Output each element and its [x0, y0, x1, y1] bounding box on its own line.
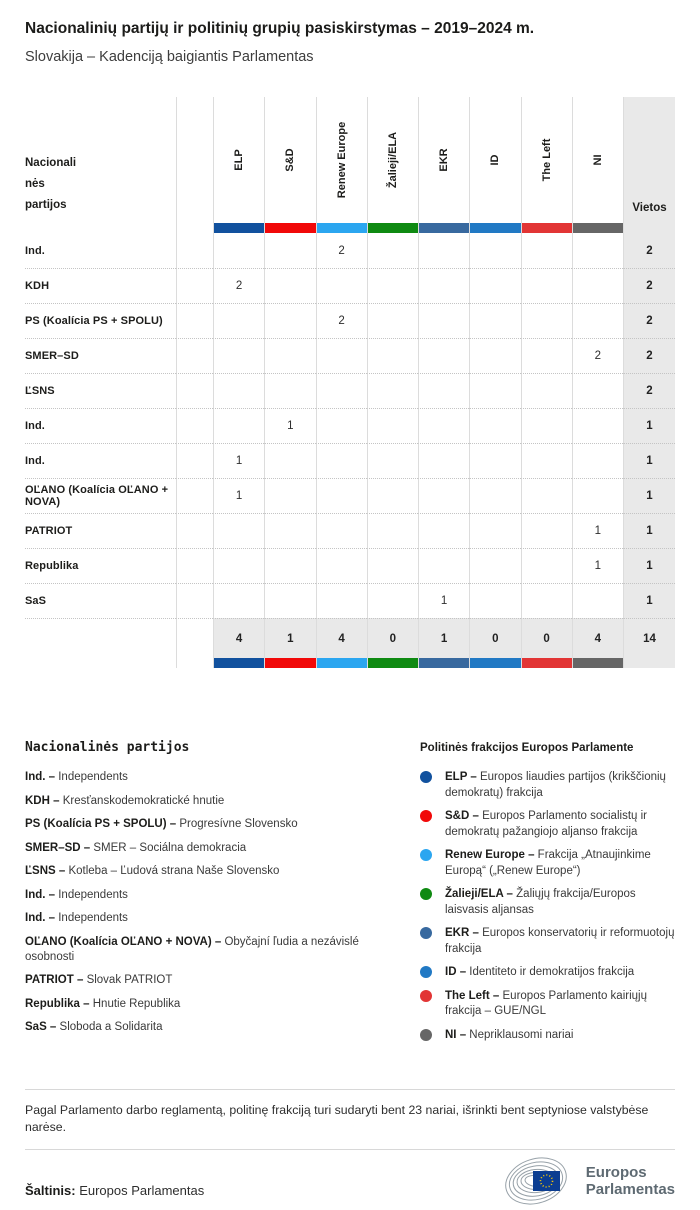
seat-cell — [213, 233, 264, 268]
legend-party-item — [25, 935, 397, 965]
party-label: SaS — [25, 583, 176, 618]
legend-group-text — [445, 989, 675, 1020]
group-column-label: ELP — [233, 149, 246, 171]
party-group-distribution-table — [25, 97, 675, 668]
seat-cell — [418, 408, 469, 443]
legend-political-groups-items — [420, 770, 675, 1043]
seat-cell: 1 — [264, 408, 315, 443]
seat-cell — [418, 478, 469, 513]
legend-party-name: SMER – Sociálna demokracia — [93, 841, 247, 854]
seats-cell: 1 — [623, 478, 675, 513]
legend-group-name: Žaliųjų frakcija/Europos laisvasis aljansas — [445, 888, 636, 916]
seat-cell — [213, 338, 264, 373]
eu-flag-icon — [533, 1171, 560, 1191]
group-column-header — [213, 97, 264, 223]
seat-cell — [469, 303, 520, 338]
seat-cell — [213, 373, 264, 408]
page-title: Nacionalinių partijų ir politinių grupių pasiskirstymas – 2019–2024 m. — [25, 20, 535, 37]
group-column-header — [367, 97, 418, 223]
ep-logo-text-line1: Europos — [585, 1164, 647, 1181]
group-color-dot — [420, 990, 432, 1002]
seat-cell — [367, 513, 418, 548]
seat-cell — [264, 478, 315, 513]
seat-cell: 1 — [213, 443, 264, 478]
seat-cell — [418, 513, 469, 548]
group-column-header — [521, 97, 572, 223]
seats-cell: 1 — [623, 408, 675, 443]
ep-logo-text-line2: Parlamentas — [585, 1181, 675, 1198]
group-color-dot — [420, 927, 432, 939]
seats-column-label: Vietos — [632, 202, 667, 214]
seat-cell — [367, 303, 418, 338]
seat-cell — [521, 583, 572, 618]
legend-group-item — [420, 926, 675, 957]
seat-cell — [572, 443, 623, 478]
seat-cell — [213, 583, 264, 618]
group-total: 0 — [367, 618, 418, 658]
legend-group-text — [445, 965, 634, 981]
legend-party-item — [25, 1020, 397, 1035]
legend-party-item — [25, 864, 397, 879]
party-label: PS (Koalícia PS + SPOLU) — [25, 303, 176, 338]
legend-group-abbr: EKR – — [445, 927, 483, 939]
group-color-bar-top — [572, 223, 623, 233]
group-color-dot — [420, 849, 432, 861]
cell-spacer — [176, 233, 213, 268]
legend-party-abbr: SMER–SD – — [25, 841, 94, 854]
seat-cell: 2 — [316, 303, 367, 338]
seat-cell — [521, 268, 572, 303]
legend-national-parties — [25, 740, 397, 1051]
seat-cell — [521, 338, 572, 373]
group-column-header — [572, 97, 623, 223]
seat-cell — [316, 548, 367, 583]
group-color-bar-top — [418, 223, 469, 233]
seat-cell — [418, 373, 469, 408]
cell-spacer — [176, 303, 213, 338]
seat-cell — [264, 338, 315, 373]
seat-cell — [316, 268, 367, 303]
legend-party-item — [25, 794, 397, 809]
group-column-label: Žalieji/ELA — [386, 131, 399, 189]
seats-cell: 2 — [623, 338, 675, 373]
group-column-label: NI — [591, 154, 604, 166]
seat-cell — [367, 233, 418, 268]
legend-party-abbr: KDH – — [25, 794, 63, 807]
seat-cell — [418, 548, 469, 583]
legend-group-text — [445, 926, 675, 957]
group-color-dot — [420, 771, 432, 783]
group-color-bar-bottom — [469, 658, 520, 668]
group-color-dot — [420, 888, 432, 900]
bar-row-spacer — [176, 223, 213, 233]
seats-total: 14 — [623, 618, 675, 658]
cell-spacer — [176, 513, 213, 548]
legend-group-name: Frakcija „Atnaujinkime Europą“ („Renew Europe“) — [445, 849, 651, 877]
group-total: 4 — [316, 618, 367, 658]
group-column-header — [264, 97, 315, 223]
seat-cell: 1 — [418, 583, 469, 618]
party-label: SMER–SD — [25, 338, 176, 373]
group-total: 1 — [418, 618, 469, 658]
seats-cell: 1 — [623, 583, 675, 618]
seats-cell: 2 — [623, 303, 675, 338]
source-value: Europos Parlamentas — [79, 1183, 205, 1198]
seat-cell — [469, 548, 520, 583]
group-color-dot — [420, 810, 432, 822]
legend-party-name: Independents — [58, 771, 128, 783]
legend-group-item — [420, 1028, 675, 1044]
group-column-label: EKR — [438, 148, 451, 172]
legend-group-abbr: NI – — [445, 1028, 470, 1041]
group-color-bar-top — [367, 223, 418, 233]
seat-cell — [213, 408, 264, 443]
seat-cell — [572, 303, 623, 338]
cell-spacer — [176, 583, 213, 618]
party-label: PATRIOT — [25, 513, 176, 548]
legend-group-abbr: ELP – — [445, 771, 480, 783]
legends — [25, 740, 675, 1051]
legend-party-name: Progresívne Slovensko — [179, 818, 298, 830]
legend-group-name: Identiteto ir demokratijos frakcija — [469, 966, 635, 978]
seats-cell: 1 — [623, 443, 675, 478]
seat-cell — [521, 478, 572, 513]
party-label: Republika — [25, 548, 176, 583]
source-divider — [25, 1149, 675, 1150]
legend-party-name: Obyčajní ľudia a nezávislé osobnosti — [25, 935, 359, 963]
seat-cell — [264, 373, 315, 408]
group-color-bar-bottom — [418, 658, 469, 668]
legend-party-name: Kotleba – Ľudová strana Naše Slovensko — [68, 865, 280, 877]
group-total: 4 — [572, 618, 623, 658]
cell-spacer — [176, 268, 213, 303]
group-color-bar-top — [521, 223, 572, 233]
seat-cell — [264, 443, 315, 478]
group-color-bar-bottom — [316, 658, 367, 668]
group-color-dot — [420, 1029, 432, 1041]
row-header-label — [25, 97, 176, 223]
legend-group-name: Europos Parlamento kairiųjų frakcija – GUE/NGL — [445, 989, 647, 1017]
seat-cell — [264, 513, 315, 548]
seat-cell — [316, 338, 367, 373]
group-color-bar-top — [213, 223, 264, 233]
group-color-bar-bottom — [213, 658, 264, 668]
legend-party-abbr: PS (Koalícia PS + SPOLU) – — [25, 818, 180, 830]
legend-group-text — [445, 887, 675, 918]
seat-cell: 2 — [572, 338, 623, 373]
group-column-header — [316, 97, 367, 223]
seat-cell — [213, 513, 264, 548]
seat-cell — [572, 583, 623, 618]
legend-group-abbr: Žalieji/ELA – — [445, 888, 517, 900]
european-parliament-logo — [502, 1154, 675, 1208]
seat-cell — [572, 373, 623, 408]
note-text: Pagal Parlamento darbo reglamentą, politinę frakciją turi sudaryti bent 23 nariai, išrinkti bent septyniose valstybėse narėse. — [25, 1103, 649, 1134]
legend-party-name: Sloboda a Solidarita — [59, 1021, 163, 1033]
seat-cell — [264, 583, 315, 618]
cell-spacer — [176, 373, 213, 408]
cell-spacer — [176, 478, 213, 513]
hemicycle-logo-icon — [502, 1154, 578, 1208]
seat-cell — [316, 478, 367, 513]
footer — [25, 1154, 675, 1208]
seat-cell — [367, 583, 418, 618]
row-header-line: nės — [25, 178, 45, 190]
seat-cell — [572, 268, 623, 303]
group-color-bar-bottom — [521, 658, 572, 668]
seats-cell: 2 — [623, 268, 675, 303]
page-subtitle: Slovakija – Kadenciją baigiantis Parlamentas — [25, 49, 314, 65]
note-divider — [25, 1089, 675, 1090]
seat-cell — [521, 408, 572, 443]
seat-cell: 1 — [572, 548, 623, 583]
legend-group-item — [420, 770, 675, 801]
group-total: 0 — [521, 618, 572, 658]
legend-party-item — [25, 817, 397, 832]
legend-party-item — [25, 911, 397, 926]
legend-group-abbr: Renew Europe – — [445, 849, 538, 861]
seat-cell — [418, 268, 469, 303]
group-color-bar-bottom — [367, 658, 418, 668]
seat-cell — [367, 338, 418, 373]
totals-spacer — [176, 618, 213, 658]
seat-cell — [367, 373, 418, 408]
group-column-header — [418, 97, 469, 223]
group-color-bar-bottom — [572, 658, 623, 668]
seat-cell — [264, 548, 315, 583]
seat-cell — [469, 373, 520, 408]
legend-party-item — [25, 973, 397, 988]
legend-group-item — [420, 965, 675, 981]
legend-party-abbr: Ind. – — [25, 771, 59, 783]
bar-row-seats-cell — [623, 658, 675, 668]
seat-cell — [521, 233, 572, 268]
legend-group-text — [445, 1028, 573, 1044]
seat-cell — [521, 513, 572, 548]
seat-cell — [316, 408, 367, 443]
legend-group-item — [420, 887, 675, 918]
legend-party-item — [25, 770, 397, 785]
seats-cell: 1 — [623, 513, 675, 548]
legend-national-parties-items — [25, 770, 397, 1035]
group-total: 4 — [213, 618, 264, 658]
seat-cell — [469, 583, 520, 618]
source-line — [25, 1183, 204, 1198]
party-label: ĽSNS — [25, 373, 176, 408]
legend-group-item — [420, 848, 675, 879]
legend-party-item — [25, 997, 397, 1012]
seat-cell — [418, 303, 469, 338]
seat-cell — [316, 443, 367, 478]
party-label: Ind. — [25, 408, 176, 443]
group-color-bar-top — [316, 223, 367, 233]
seat-cell — [469, 268, 520, 303]
seat-cell — [264, 233, 315, 268]
legend-group-text — [445, 770, 675, 801]
seat-cell: 2 — [316, 233, 367, 268]
seat-cell — [521, 443, 572, 478]
legend-party-name: Slovak PATRIOT — [86, 974, 173, 986]
legend-group-item — [420, 989, 675, 1020]
legend-party-name: Hnutie Republika — [92, 997, 181, 1010]
legend-group-item — [420, 809, 675, 840]
legend-group-abbr: ID – — [445, 966, 470, 978]
seat-cell — [521, 548, 572, 583]
seat-cell — [469, 478, 520, 513]
seat-cell — [316, 373, 367, 408]
seat-cell — [572, 478, 623, 513]
seat-cell — [367, 408, 418, 443]
legend-political-groups-heading: Politinės frakcijos Europos Parlamente — [420, 742, 634, 754]
group-column-label: ID — [489, 154, 502, 166]
seat-cell — [367, 478, 418, 513]
bar-row-seats-cell — [623, 223, 675, 233]
seat-cell — [316, 583, 367, 618]
legend-group-name: Europos Parlamento socialistų ir demokratų pažangiojo aljanso frakcija — [445, 810, 647, 838]
legend-party-name: Kresťanskodemokratické hnutie — [62, 794, 225, 807]
group-color-bar-top — [264, 223, 315, 233]
cell-spacer — [176, 548, 213, 583]
seat-cell: 1 — [213, 478, 264, 513]
totals-label-spacer — [25, 618, 176, 658]
legend-party-abbr: Ind. – — [25, 888, 59, 901]
seat-cell — [469, 443, 520, 478]
legend-group-text — [445, 848, 675, 879]
legend-national-parties-heading: Nacionalinės partijos — [25, 740, 190, 755]
cell-spacer — [176, 443, 213, 478]
seat-cell — [367, 443, 418, 478]
seat-cell — [367, 548, 418, 583]
seat-cell — [469, 408, 520, 443]
legend-party-name: Independents — [58, 888, 128, 901]
legend-group-name: Europos liaudies partijos (krikščionių demokratų) frakcija — [445, 771, 666, 799]
legend-political-groups — [420, 740, 675, 1051]
group-color-bar-bottom — [264, 658, 315, 668]
seat-cell — [418, 443, 469, 478]
seat-cell — [264, 268, 315, 303]
row-header-line: partijos — [25, 199, 67, 211]
legend-party-item — [25, 888, 397, 903]
seat-cell — [264, 303, 315, 338]
source-label: Šaltinis: — [25, 1183, 76, 1198]
seat-cell — [213, 548, 264, 583]
group-column-label: S&D — [284, 148, 297, 172]
seat-cell — [572, 408, 623, 443]
bar-row-spacer — [176, 658, 213, 668]
seat-cell — [418, 338, 469, 373]
cell-spacer — [176, 338, 213, 373]
group-total: 0 — [469, 618, 520, 658]
header-spacer — [176, 97, 213, 223]
legend-party-abbr: PATRIOT – — [25, 974, 87, 986]
party-label: Ind. — [25, 443, 176, 478]
party-label: KDH — [25, 268, 176, 303]
party-label: OĽANO (Koalícia OĽANO + NOVA) — [25, 478, 176, 513]
seat-cell — [469, 338, 520, 373]
seats-cell: 1 — [623, 548, 675, 583]
legend-party-item — [25, 841, 397, 856]
row-header-line: Nacionali — [25, 157, 77, 169]
seats-column-header — [623, 97, 675, 223]
group-total: 1 — [264, 618, 315, 658]
legend-group-abbr: The Left – — [445, 989, 503, 1002]
group-column-label: The Left — [540, 138, 553, 182]
legend-party-abbr: ĽSNS – — [25, 865, 69, 877]
seat-cell — [367, 268, 418, 303]
legend-group-text — [445, 809, 675, 840]
seat-cell — [572, 233, 623, 268]
seat-cell — [521, 303, 572, 338]
seat-cell — [469, 233, 520, 268]
group-color-dot — [420, 966, 432, 978]
legend-group-name: Nepriklausomi nariai — [469, 1028, 574, 1041]
seat-cell — [418, 233, 469, 268]
group-color-bar-top — [469, 223, 520, 233]
bar-row-label-spacer — [25, 658, 176, 668]
group-column-header — [469, 97, 520, 223]
legend-group-name: Europos konservatorių ir reformuotojų frakcija — [445, 927, 675, 955]
seats-cell: 2 — [623, 373, 675, 408]
seat-cell — [213, 303, 264, 338]
bar-row-label-spacer — [25, 223, 176, 233]
seat-cell — [469, 513, 520, 548]
party-label: Ind. — [25, 244, 45, 257]
legend-group-abbr: S&D – — [445, 810, 483, 822]
legend-party-name: Independents — [58, 912, 128, 924]
legend-party-abbr: Republika – — [25, 997, 93, 1010]
legend-party-abbr: SaS – — [25, 1021, 60, 1033]
seat-cell: 2 — [213, 268, 264, 303]
seat-cell: 1 — [572, 513, 623, 548]
legend-party-abbr: OĽANO (Koalícia OĽANO + NOVA) – — [25, 935, 225, 948]
seat-cell — [521, 373, 572, 408]
cell-spacer — [176, 408, 213, 443]
seat-cell — [316, 513, 367, 548]
seats-cell: 2 — [623, 233, 675, 268]
group-column-label: Renew Europe — [335, 121, 348, 199]
legend-party-abbr: Ind. – — [25, 912, 59, 924]
ep-logo-text — [586, 1164, 675, 1198]
